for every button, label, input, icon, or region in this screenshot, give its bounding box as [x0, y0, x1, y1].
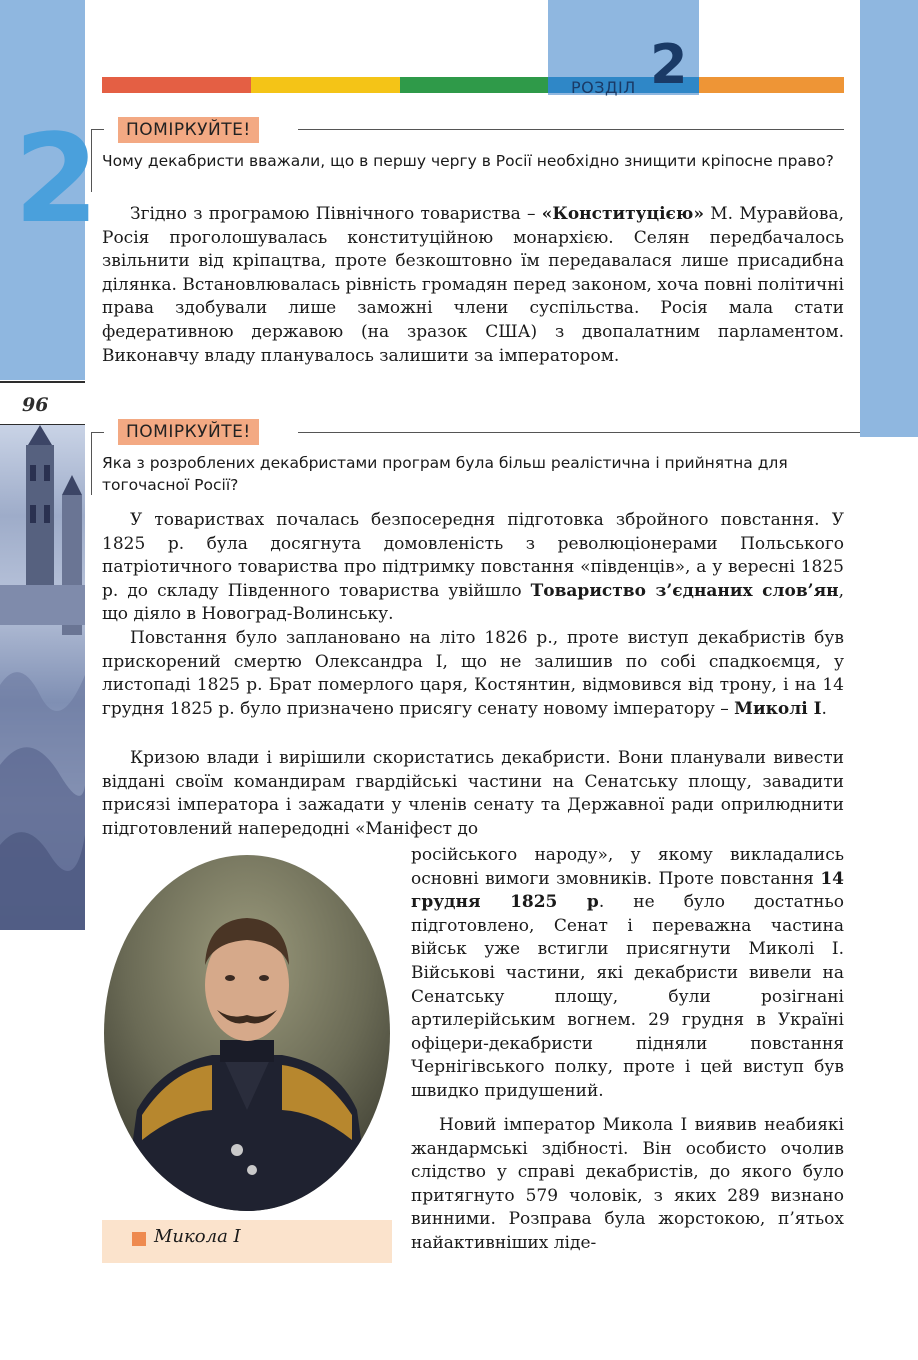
text-run: У товариствах почалась безпосередня підготовка збройного повстання. У 1825 р. була досягнута домовленість з революціонерами Польського патріотичного товариства про підтримку повстання «південців», а у вересні 1825 р. до складу Південного товариства увійшло: [102, 510, 844, 601]
paragraph-northern-society: [102, 203, 844, 368]
section-number: 2: [650, 33, 688, 96]
page-number: 96: [22, 394, 49, 416]
chapter-number-large: 2: [14, 108, 99, 250]
portrait-figure: [102, 850, 392, 1220]
bold-term: Миколі I: [734, 698, 822, 719]
text-run: Повстання було заплановано на літо 1826 р., проте виступ декабристів був прискорений смертю Олександра I, що не залишив по собі спадкоємця, у листопаді 1825 р. Брат померлого царя, Костянтин, відмовився від трону, і на 14 грудня 1825 р. було призначено присягу сенату новому імператору –: [102, 628, 844, 719]
header-stripe-green: [400, 77, 548, 93]
paragraph-preparation: [102, 509, 844, 627]
paragraph-new-emperor: [411, 1114, 844, 1256]
paragraph-crisis: [102, 747, 844, 841]
paragraph-uprising-plan: [102, 627, 844, 721]
think-badge-1: ПОМІРКУЙТЕ!: [118, 117, 259, 143]
bold-term: Товариство з’єднаних слов’ян: [530, 580, 839, 601]
header-stripe-red: [102, 77, 251, 93]
bold-term: «Конституцією»: [541, 204, 704, 224]
margin-engraving-image: [0, 425, 85, 930]
text-run: М. Муравйова, Росія проголошувалась конституційною монархією. Селян передбачалось звільнити від кріпацтва, проте безкоштовно їм передавалася лише присадибна ділянка. Встановлювалась рівність громадян перед законом, хоча повні політичні права здобували лише заможні члени суспільства. Росія мала стати федеративною державою (на зразок США) з двопалатним парламентом. Виконавчу владу планувалось залишити за імператором.: [102, 204, 844, 366]
right-margin-band: [860, 0, 918, 437]
header-stripe-yellow: [251, 77, 400, 93]
page-number-rule-top: [0, 381, 85, 383]
think-question-1: Чому декабристи вважали, що в першу чергу в Росії необхідно знищити кріпосне право?: [102, 152, 834, 170]
text-run: російського народу», у якому викладались основні вимоги змовників. Проте повстання: [411, 845, 844, 889]
text-run: , що діяло в Новоград-Волинську.: [102, 580, 844, 625]
figure-caption: Микола I: [154, 1226, 241, 1247]
header-stripe-orange: [699, 77, 844, 93]
text-run: Кризою влади і вирішили скористатись декабристи. Вони планували вивести віддані своїм командирам гвардійські частини на Сенатську площу, завадити присязі імператора і зажадати у членів сенату та Державної ради оприлюднити підготовлений напередодні «Маніфест до: [102, 748, 844, 839]
paragraph-december-uprising: [411, 844, 844, 1104]
text-run: Новий імператор Микола I виявив неабиякі жандармські здібності. Він особисто очолив слідство у справі декабристів, до якого було притягнуто 579 чоловік, з яких 289 визнано винними. Розправа була жорстокою, п’ятьох найактивніших ліде-: [411, 1115, 844, 1253]
think-rule-2: [298, 432, 860, 433]
portrait-image: [102, 850, 392, 1220]
text-run: . не було достатньо підготовлено, Сенат і переважна частина військ уже встигли присягнути Миколі I. Військові частини, які декабристи вивели на Сенатську площу, були розігнані артилерійським вогнем. 29 грудня в Україні офіцери-декабристи підняли повстання Чернігівського полку, проте і цей виступ був швидко придушений.: [411, 892, 844, 1101]
section-label: РОЗДІЛ: [571, 78, 636, 97]
caption-marker: [132, 1232, 146, 1246]
think-rule-1: [298, 129, 844, 130]
text-run: .: [821, 698, 827, 719]
think-badge-2: ПОМІРКУЙТЕ!: [118, 419, 259, 445]
text-run: Згідно з програмою Північного товариства –: [130, 204, 542, 224]
think-question-2: Яка з розроблених декабристами програм була більш реалістична і прийнятна для тогочасної Росії?: [102, 454, 788, 494]
bold-term: 14 грудня 1825 р: [411, 868, 844, 913]
